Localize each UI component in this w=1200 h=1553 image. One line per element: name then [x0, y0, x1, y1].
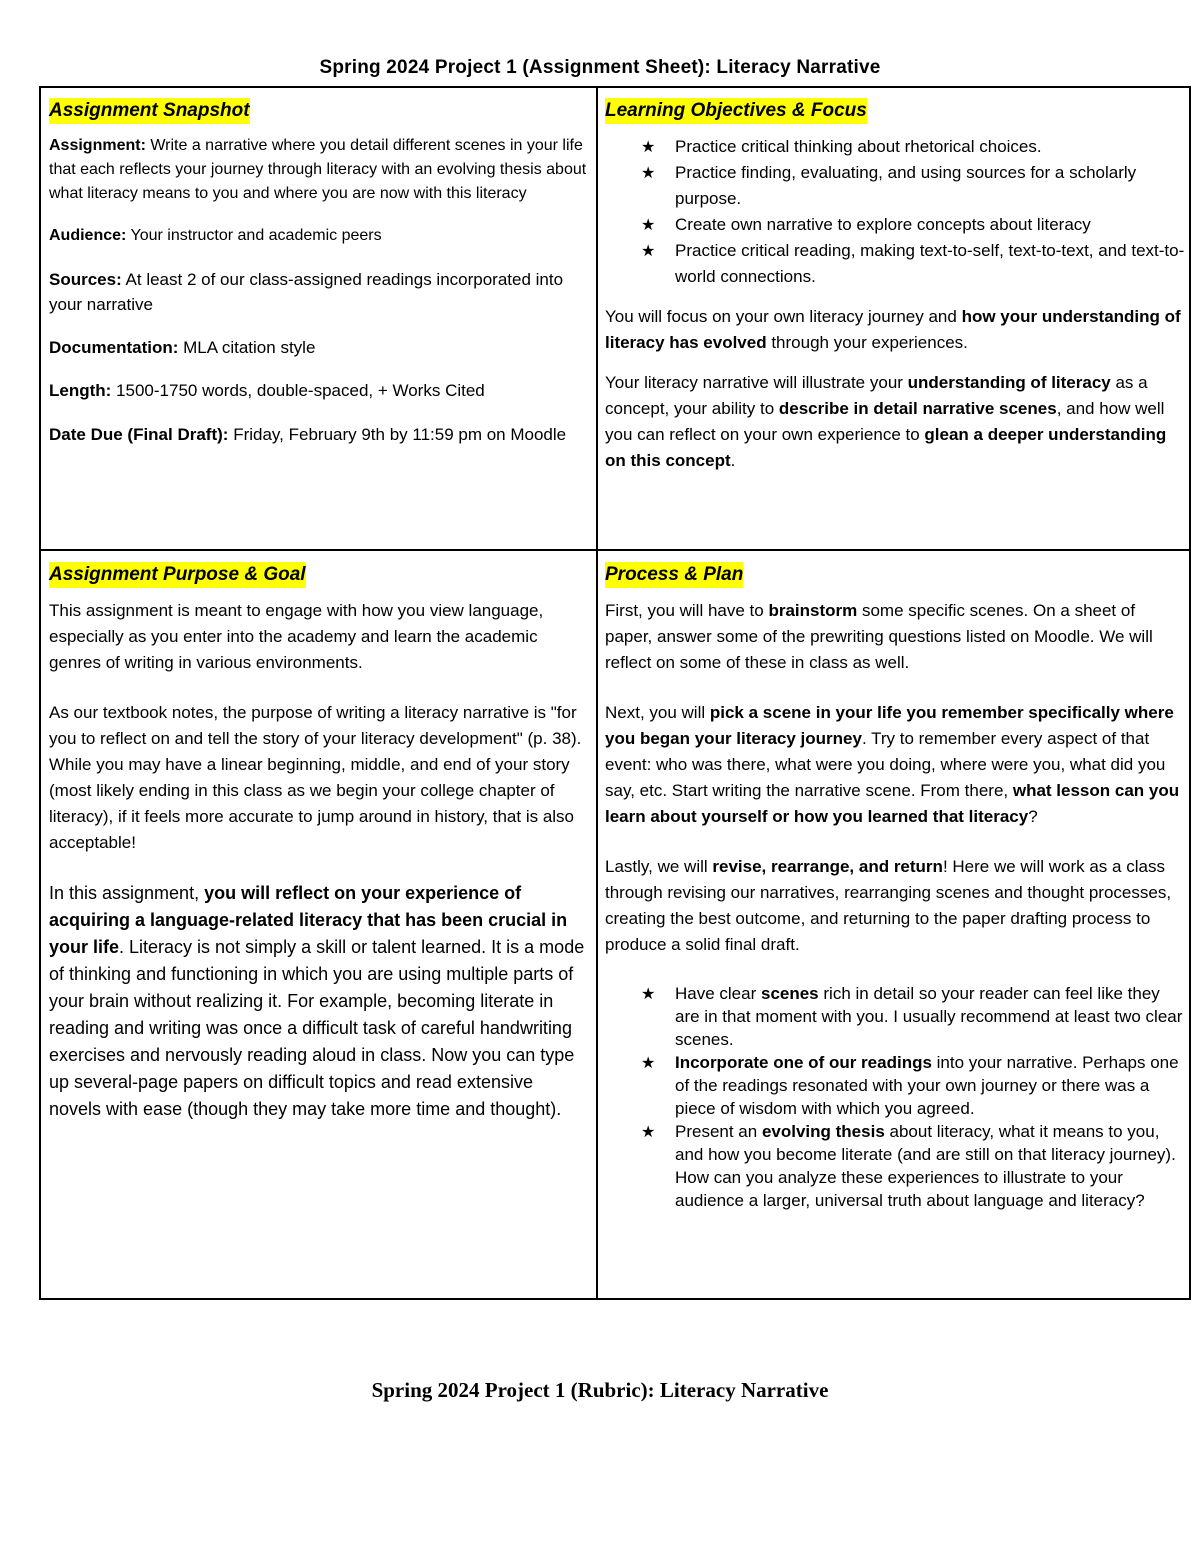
purpose-paragraph-3 — [49, 880, 589, 1123]
length-label: Length: — [49, 381, 112, 400]
star-icon: ★ — [641, 1122, 656, 1141]
text-run: Next, you will — [605, 703, 710, 722]
objectives-cell — [605, 98, 1185, 474]
rubric-title: Spring 2024 Project 1 (Rubric): Literacy Narrative — [371, 1378, 829, 1402]
bold-run: pick a scene in your life you remember specifically where you began your literacy journey — [605, 703, 1174, 748]
process-heading: Process & Plan — [605, 562, 743, 588]
bold-run: glean a deeper understanding on this concept — [605, 425, 1167, 470]
table-horizontal-divider — [41, 549, 1189, 551]
text-run: as a concept, your ability to — [605, 373, 1148, 418]
documentation-label: Documentation: — [49, 338, 179, 357]
bold-run: you will reflect on your experience of acquiring a language-related literacy that has been crucial in your life — [49, 883, 568, 957]
text-run: some specific scenes. On a sheet of paper, answer some of the prewriting questions listed on Moodle. We will reflect on some of these in class as well. — [605, 601, 1153, 672]
snapshot-sources — [49, 267, 589, 317]
objectives-heading: Learning Objectives & Focus — [605, 98, 867, 124]
objectives-focus-paragraph — [605, 304, 1185, 356]
star-icon: ★ — [641, 215, 656, 234]
objective-text: Practice finding, evaluating, and using sources for a scholarly purpose. — [675, 163, 1137, 208]
document-title: Spring 2024 Project 1 (Assignment Sheet): Literacy Narrative — [319, 57, 881, 78]
length-text: 1500-1750 words, double-spaced, + Works Cited — [111, 381, 485, 400]
list-item — [641, 982, 1185, 1051]
text-run: . — [730, 451, 736, 470]
audience-text: Your instructor and academic peers — [126, 227, 382, 244]
list-item — [641, 1051, 1185, 1120]
list-item — [641, 238, 1185, 290]
sources-text: At least 2 of our class-assigned readings incorporated into your narrative — [49, 270, 564, 314]
snapshot-assignment — [49, 134, 589, 206]
text-run: You will focus on your own literacy journey and — [605, 307, 962, 326]
text-run: Have clear — [675, 984, 761, 1003]
text-run: rich in detail so your reader can feel like they are in that moment with you. I usually recommend at least two clear scenes. — [675, 984, 1183, 1049]
objective-text: Create own narrative to explore concepts about literacy — [675, 215, 1091, 234]
snapshot-audience — [49, 224, 589, 248]
assignment-text: Write a narrative where you detail different scenes in your life that each reflects your journey through literacy with an evolving thesis about what literacy means to you and where you are now with this literacy — [49, 137, 587, 202]
bold-run: what lesson can you learn about yourself or how you learned that literacy — [605, 781, 1180, 826]
bold-run: Incorporate one of our readings — [675, 1053, 932, 1072]
due-text: Friday, February 9th by 11:59 pm on Moodle — [228, 425, 567, 444]
bold-run: scenes — [760, 984, 819, 1003]
list-item — [641, 160, 1185, 212]
text-run: First, you will have to — [605, 601, 769, 620]
assignment-table — [39, 86, 1191, 1300]
text-run: Present an — [675, 1122, 762, 1141]
star-icon: ★ — [641, 137, 656, 156]
text-run: ? — [1028, 807, 1038, 826]
list-item — [641, 1120, 1185, 1212]
purpose-cell — [49, 562, 589, 1123]
star-icon: ★ — [641, 241, 656, 260]
process-cell — [605, 562, 1185, 1226]
list-item — [641, 134, 1185, 160]
bold-run: evolving thesis — [761, 1122, 885, 1141]
due-label: Date Due (Final Draft): — [49, 425, 229, 444]
bold-run: understanding of literacy — [907, 373, 1111, 392]
text-run: into your narrative. Perhaps one of the readings resonated with your own journey or there was a piece of wisdom with which you agreed. — [675, 1053, 1179, 1118]
sources-label: Sources: — [49, 270, 122, 289]
bold-run: revise, rearrange, and return — [712, 857, 943, 876]
text-run: . Try to remember every aspect of that event: who was there, what were you doing, where were you, what did you say, etc. Start writing the narrative scene. From there, — [605, 729, 1166, 800]
documentation-text: MLA citation style — [178, 338, 316, 357]
table-vertical-divider — [596, 88, 598, 1298]
purpose-paragraph-2: As our textbook notes, the purpose of writing a literacy narrative is "for you to reflect on and tell the story of your literacy development" (p. 38). While you may have a linear beginning, middle, and end of your story (most likely ending in this class as we begin your college chapter of literacy), if it feels more accurate to jump around in history, that is also acceptable! — [49, 703, 582, 852]
bold-run: brainstorm — [768, 601, 858, 620]
snapshot-heading: Assignment Snapshot — [49, 98, 250, 124]
text-run: about literacy, what it means to you, and how you become literate (and are still on that literacy journey). How can you analyze these experiences to illustrate to your audience a larger, universal truth about language and literacy? — [675, 1122, 1176, 1210]
bold-run: how your understanding of literacy has evolved — [605, 307, 1181, 352]
purpose-heading: Assignment Purpose & Goal — [49, 562, 306, 588]
purpose-paragraph-1: This assignment is meant to engage with how you view language, especially as you enter into the academy and learn the academic genres of writing in various environments. — [49, 601, 544, 672]
objective-text: Practice critical thinking about rhetorical choices. — [675, 137, 1042, 156]
snapshot-due-date — [49, 422, 589, 447]
process-paragraph-2 — [605, 700, 1185, 830]
text-run: , and how well you can reflect on your own experience to — [605, 399, 1165, 444]
snapshot-documentation — [49, 336, 589, 360]
objectives-list — [605, 134, 1185, 290]
audience-label: Audience: — [49, 227, 127, 244]
list-item — [641, 212, 1185, 238]
process-paragraph-3 — [605, 854, 1185, 958]
star-icon: ★ — [641, 1053, 656, 1072]
process-paragraph-1 — [605, 598, 1185, 676]
bold-run: describe in detail narrative scenes — [778, 399, 1057, 418]
star-icon: ★ — [641, 163, 656, 182]
objectives-illustrate-paragraph — [605, 370, 1185, 474]
objective-text: Practice critical reading, making text-to-self, text-to-text, and text-to-world connections. — [675, 241, 1185, 286]
snapshot-length — [49, 379, 589, 403]
assignment-label: Assignment: — [49, 137, 146, 154]
text-run: ! Here we will work as a class through revising our narratives, rearranging scenes and thought processes, creating the best outcome, and returning to the paper drafting process to produce a solid final draft. — [605, 857, 1172, 954]
text-run: Your literacy narrative will illustrate your — [605, 373, 908, 392]
snapshot-cell — [49, 98, 589, 466]
text-run: Lastly, we will — [605, 857, 713, 876]
star-icon: ★ — [641, 984, 656, 1003]
process-list — [605, 982, 1185, 1212]
text-run: . Literacy is not simply a skill or talent learned. It is a mode of thinking and functioning in which you are using multiple parts of your brain without realizing it. For example, becoming literate in reading and writing was once a difficult task of careful handwriting exercises and nervously reading aloud in class. Now you can type up several-page papers on difficult topics and read extensive novels with ease (though they may take more time and thought). — [49, 937, 585, 1119]
text-run: In this assignment, — [49, 883, 205, 903]
text-run: through your experiences. — [766, 333, 968, 352]
